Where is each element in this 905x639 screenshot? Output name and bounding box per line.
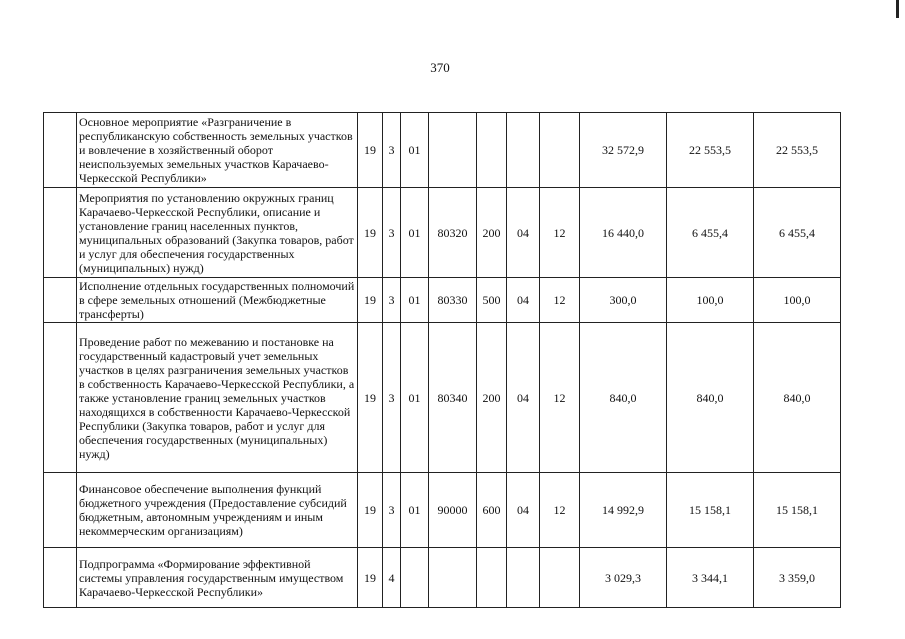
- code-cell-3: 01: [401, 188, 429, 278]
- code-cell-5: 200: [477, 188, 507, 278]
- code-cell-2: 3: [383, 473, 401, 548]
- code-cell-3: 01: [401, 473, 429, 548]
- table-row: [44, 323, 841, 473]
- code-cell-1: 19: [358, 188, 383, 278]
- code-cell-1: 19: [358, 278, 383, 323]
- code-cell-3: 01: [401, 323, 429, 473]
- row-prefix-cell: [44, 473, 77, 548]
- code-cell-7: 12: [540, 278, 580, 323]
- code-cell-1: 19: [358, 113, 383, 188]
- code-cell-4: 80320: [429, 188, 477, 278]
- row-prefix-cell: [44, 188, 77, 278]
- code-cell-4: [429, 548, 477, 608]
- code-cell-5: [477, 113, 507, 188]
- code-cell-1: 19: [358, 323, 383, 473]
- row-name-cell: Подпрограмма «Формирование эффективной системы управления государственным имуществом Карачаево-Черкесской Республики»: [77, 548, 358, 608]
- value-cell-1: 32 572,9: [580, 113, 667, 188]
- value-cell-1: 3 029,3: [580, 548, 667, 608]
- table-row: [44, 188, 841, 278]
- value-cell-1: 300,0: [580, 278, 667, 323]
- code-cell-2: 3: [383, 323, 401, 473]
- code-cell-1: 19: [358, 473, 383, 548]
- code-cell-6: 04: [507, 323, 540, 473]
- budget-table: [43, 112, 841, 608]
- row-prefix-cell: [44, 323, 77, 473]
- row-prefix-cell: [44, 113, 77, 188]
- code-cell-6: 04: [507, 188, 540, 278]
- code-cell-5: [477, 548, 507, 608]
- code-cell-7: 12: [540, 188, 580, 278]
- code-cell-5: 500: [477, 278, 507, 323]
- code-cell-5: 200: [477, 323, 507, 473]
- value-cell-3: 22 553,5: [754, 113, 841, 188]
- value-cell-1: 14 992,9: [580, 473, 667, 548]
- value-cell-1: 840,0: [580, 323, 667, 473]
- value-cell-3: 840,0: [754, 323, 841, 473]
- code-cell-4: [429, 113, 477, 188]
- code-cell-7: [540, 113, 580, 188]
- code-cell-4: 80340: [429, 323, 477, 473]
- code-cell-3: 01: [401, 278, 429, 323]
- table-row: [44, 113, 841, 188]
- code-cell-6: 04: [507, 278, 540, 323]
- row-name-cell: Мероприятия по установлению окружных границ Карачаево-Черкесской Республики, описание и установление границ населенных пунктов, муниципальных образований (Закупка товаров, работ и услуг для обеспечения государственных (муниципальных) нужд): [77, 188, 358, 278]
- row-prefix-cell: [44, 548, 77, 608]
- value-cell-3: 6 455,4: [754, 188, 841, 278]
- value-cell-2: 15 158,1: [667, 473, 754, 548]
- code-cell-3: [401, 548, 429, 608]
- table-row: [44, 278, 841, 323]
- table-row: [44, 548, 841, 608]
- code-cell-4: 90000: [429, 473, 477, 548]
- scan-edge-mark: [896, 0, 899, 18]
- value-cell-2: 22 553,5: [667, 113, 754, 188]
- page-number: 370: [430, 60, 450, 75]
- code-cell-2: 3: [383, 188, 401, 278]
- code-cell-7: 12: [540, 323, 580, 473]
- code-cell-2: 3: [383, 278, 401, 323]
- code-cell-5: 600: [477, 473, 507, 548]
- code-cell-6: 04: [507, 473, 540, 548]
- code-cell-7: [540, 548, 580, 608]
- value-cell-2: 3 344,1: [667, 548, 754, 608]
- value-cell-2: 840,0: [667, 323, 754, 473]
- value-cell-2: 100,0: [667, 278, 754, 323]
- row-name-cell: Проведение работ по межеванию и постановке на государственный кадастровый учет земельных участков в целях разграничения земельных участков в собственность Карачаево-Черкесской Республики, а также установление границ земельных участков находящихся в собственности Карачаево-Черкесской Республики (Закупка товаров, работ и услуг для обеспечения государственных (муниципальных) нужд): [77, 323, 358, 473]
- table-row: [44, 473, 841, 548]
- value-cell-3: 3 359,0: [754, 548, 841, 608]
- row-name-cell: Исполнение отдельных государственных полномочий в сфере земельных отношений (Межбюджетные трансферты): [77, 278, 358, 323]
- value-cell-1: 16 440,0: [580, 188, 667, 278]
- value-cell-3: 15 158,1: [754, 473, 841, 548]
- code-cell-6: [507, 548, 540, 608]
- code-cell-2: 4: [383, 548, 401, 608]
- row-name-cell: Основное мероприятие «Разграничение в республиканскую собственность земельных участков и вовлечение в хозяйственный оборот неиспользуемых земельных участков Карачаево-Черкесской Республики»: [77, 113, 358, 188]
- row-name-cell: Финансовое обеспечение выполнения функций бюджетного учреждения (Предоставление субсидий бюджетным, автономным учреждениям и иным некоммерческим организациям): [77, 473, 358, 548]
- code-cell-4: 80330: [429, 278, 477, 323]
- row-prefix-cell: [44, 278, 77, 323]
- code-cell-1: 19: [358, 548, 383, 608]
- code-cell-7: 12: [540, 473, 580, 548]
- value-cell-3: 100,0: [754, 278, 841, 323]
- value-cell-2: 6 455,4: [667, 188, 754, 278]
- code-cell-3: 01: [401, 113, 429, 188]
- code-cell-2: 3: [383, 113, 401, 188]
- code-cell-6: [507, 113, 540, 188]
